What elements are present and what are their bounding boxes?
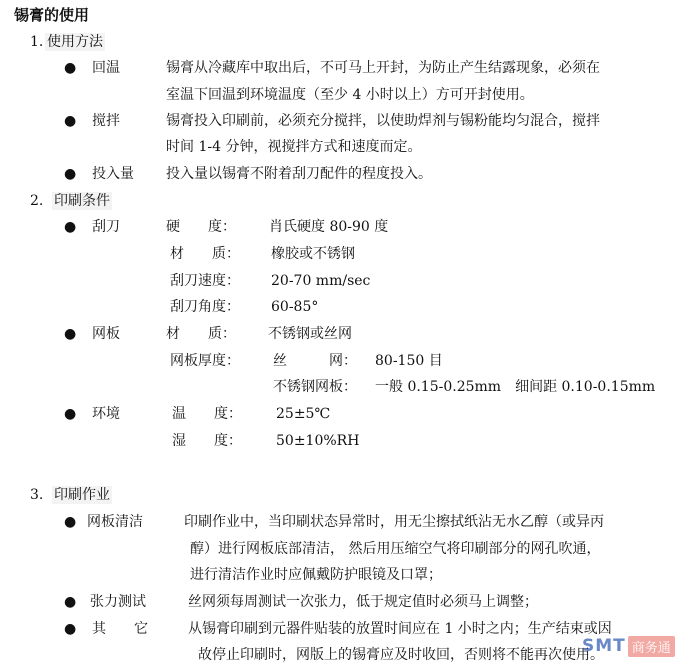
item-text-line: 故停止印刷时，网版上的锡膏应及时收回，否则将不能再次使用。	[198, 647, 604, 663]
watermark-logo	[582, 632, 678, 660]
item-text-line: 印刷作业中，当印刷状态异常时，用无尘擦拭纸沾无水乙醇（或异丙	[184, 514, 604, 530]
spec-key: 网板厚度：	[170, 353, 240, 369]
spec-value: 50±10%RH	[276, 433, 360, 449]
item-label: 环境	[92, 406, 120, 422]
watermark-logo-text: SMT	[582, 636, 626, 656]
spec-value: 20-70 mm/sec	[271, 273, 371, 289]
item-label: 其 它	[92, 621, 148, 637]
spec-key: 温 度：	[172, 406, 242, 422]
spec-subkey: 不锈钢网板：	[273, 379, 357, 395]
item-text-line: 进行清洁作业时应佩戴防护眼镜及口罩；	[190, 567, 442, 583]
bullet-icon: ●	[64, 406, 77, 422]
spec-value: 80-150 目	[375, 353, 443, 369]
spec-key: 材 质：	[166, 326, 236, 342]
spec-key: 刮刀速度：	[170, 273, 240, 289]
spec-key: 湿 度：	[172, 433, 242, 449]
watermark-brand-text: 商务通	[628, 636, 675, 657]
spec-key: 刮刀角度：	[170, 299, 240, 315]
item-label: 张力测试	[90, 594, 146, 610]
item-text-line: 时间 1-4 分钟，视搅拌方式和速度而定。	[166, 139, 422, 155]
item-text-line: 锡膏投入印刷前，必须充分搅拌，以使助焊剂与锡粉能均匀混合，搅拌	[166, 113, 600, 129]
item-label: 投入量	[92, 166, 134, 182]
spec-value: 25±5℃	[276, 406, 331, 422]
spec-value: 不锈钢或丝网	[268, 326, 352, 342]
spec-value: 肖氏硬度 80-90 度	[269, 219, 389, 235]
bullet-icon: ●	[64, 60, 77, 76]
section-1-number: 1.	[30, 34, 44, 50]
section-2-number: 2.	[30, 193, 44, 209]
item-text-line: 投入量以锡膏不附着刮刀配件的程度投入。	[166, 166, 432, 182]
spec-key: 材 质：	[170, 246, 240, 262]
bullet-icon: ●	[64, 594, 77, 610]
item-text-line: 从锡膏印刷到元器件贴装的放置时间应在 1 小时之内；生产结束或因	[188, 621, 612, 637]
item-label: 刮刀	[92, 219, 120, 235]
spec-subkey: 丝 网：	[273, 353, 357, 369]
spec-value: 橡胶或不锈钢	[271, 246, 355, 262]
item-text-line: 醇）进行网板底部清洁， 然后用压缩空气将印刷部分的网孔吹通，	[190, 541, 601, 557]
bullet-icon: ●	[64, 219, 77, 235]
section-2-heading: 印刷条件	[54, 193, 110, 209]
page-title: 锡膏的使用	[14, 6, 90, 24]
bullet-icon: ●	[64, 166, 77, 182]
section-3-heading: 印刷作业	[54, 487, 110, 503]
item-label: 网板清洁	[87, 514, 143, 530]
item-text-line: 室温下回温到环境温度（至少 4 小时以上）方可开封使用。	[166, 87, 534, 103]
bullet-icon: ●	[64, 326, 77, 342]
bullet-icon: ●	[64, 514, 77, 530]
item-label: 网板	[92, 326, 120, 342]
item-text-line: 锡膏从冷藏库中取出后，不可马上开封，为防止产生结露现象，必须在	[166, 60, 600, 76]
bullet-icon: ●	[64, 113, 77, 129]
item-text-line: 丝网须每周测试一次张力，低于规定值时必须马上调整；	[188, 594, 538, 610]
spec-key: 硬 度：	[166, 219, 236, 235]
item-label: 回温	[92, 60, 120, 76]
spec-value: 一般 0.15-0.25mm 细间距 0.10-0.15mm	[375, 379, 656, 395]
item-label: 搅拌	[92, 113, 120, 129]
section-1-heading: 使用方法	[47, 34, 103, 50]
spec-value: 60-85°	[271, 299, 319, 315]
section-3-number: 3.	[30, 487, 44, 503]
bullet-icon: ●	[64, 621, 77, 637]
